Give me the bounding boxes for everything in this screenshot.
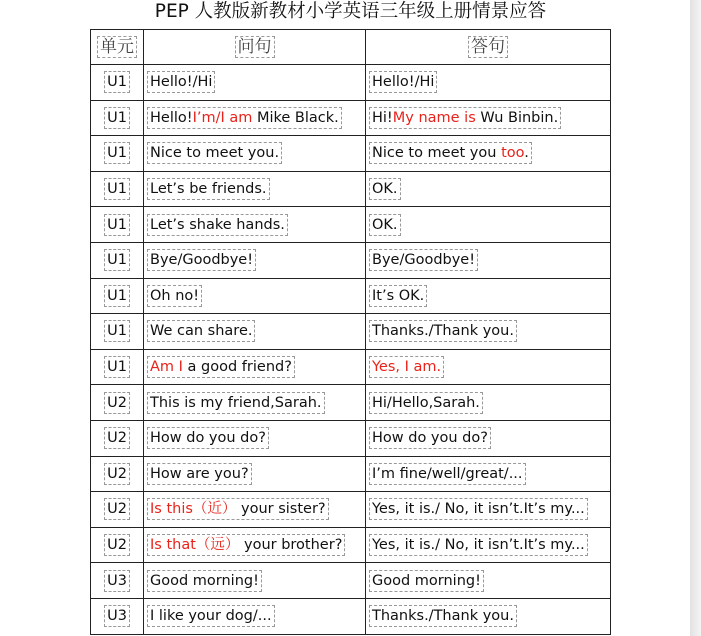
text-segment: This is my friend,Sarah. <box>150 394 322 411</box>
answer-cell <box>366 242 611 278</box>
unit-cell <box>91 420 144 456</box>
unit-label: U1 <box>104 320 130 342</box>
answer-cell <box>366 492 611 528</box>
question-text <box>147 249 256 271</box>
unit-label: U1 <box>104 356 130 378</box>
text-segment: Hello! <box>150 109 193 126</box>
question-cell <box>144 136 366 172</box>
question-text <box>147 320 255 342</box>
question-text <box>147 214 288 236</box>
question-text <box>147 570 262 592</box>
text-segment: Hi! <box>372 109 393 126</box>
answer-text <box>369 214 401 236</box>
header-question: 问句 <box>144 30 366 65</box>
answer-text <box>369 249 478 271</box>
unit-label: U2 <box>104 463 130 485</box>
text-segment: Bye/Goodbye! <box>150 252 254 269</box>
text-segment: Nice to meet you <box>372 145 502 162</box>
question-cell <box>144 65 366 101</box>
text-segment: I like your dog/... <box>150 608 272 625</box>
text-segment: It’s OK. <box>372 287 425 304</box>
text-segment: Mike Black. <box>252 109 339 126</box>
question-text <box>147 285 202 307</box>
question-text <box>147 356 295 378</box>
unit-cell <box>91 492 144 528</box>
unit-cell <box>91 563 144 599</box>
table-row <box>91 207 611 243</box>
unit-cell <box>91 456 144 492</box>
highlighted-text: Is this（近） <box>150 501 237 518</box>
unit-label: U1 <box>104 142 130 164</box>
unit-cell <box>91 136 144 172</box>
unit-cell <box>91 598 144 634</box>
unit-cell <box>91 278 144 314</box>
text-segment: OK. <box>372 216 398 233</box>
highlighted-text: Yes, I am. <box>372 359 442 376</box>
highlighted-text: too <box>501 145 525 162</box>
table-row <box>91 527 611 563</box>
question-cell <box>144 563 366 599</box>
question-cell <box>144 242 366 278</box>
table-header-row <box>91 30 611 65</box>
answer-text <box>369 356 444 378</box>
question-cell <box>144 456 366 492</box>
text-segment: How do you do? <box>372 430 488 447</box>
text-segment: Yes, it is./ No, it isn’t.It’s my... <box>372 537 585 554</box>
text-segment: Let’s shake hands. <box>150 216 285 233</box>
question-cell <box>144 314 366 350</box>
highlighted-text: My name is <box>392 109 476 126</box>
text-segment: How do you do? <box>150 430 266 447</box>
text-segment: your brother? <box>239 537 343 554</box>
answer-cell <box>366 420 611 456</box>
text-segment: Bye/Goodbye! <box>372 252 476 269</box>
question-text <box>147 605 275 627</box>
unit-label: U1 <box>104 71 130 93</box>
answer-cell <box>366 456 611 492</box>
question-text <box>147 392 325 414</box>
table-row <box>91 349 611 385</box>
highlighted-text: Am I <box>150 359 183 376</box>
unit-cell <box>91 349 144 385</box>
question-text <box>147 142 282 164</box>
table-row <box>91 563 611 599</box>
answer-cell <box>366 278 611 314</box>
text-segment: Hello!/Hi <box>372 74 435 91</box>
text-segment: How are you? <box>150 465 249 482</box>
question-text <box>147 427 269 449</box>
table-row <box>91 242 611 278</box>
question-cell <box>144 598 366 634</box>
unit-cell <box>91 385 144 421</box>
answer-text <box>369 285 427 307</box>
answer-cell <box>366 349 611 385</box>
answer-text <box>369 463 526 485</box>
question-cell <box>144 100 366 136</box>
text-segment: a good friend? <box>182 359 292 376</box>
unit-label: U3 <box>104 605 130 627</box>
unit-label: U1 <box>104 107 130 129</box>
answer-text <box>369 178 401 200</box>
table-row <box>91 171 611 207</box>
text-segment: Hi/Hello,Sarah. <box>372 394 480 411</box>
highlighted-text: I’m/I am <box>192 109 253 126</box>
text-segment: OK. <box>372 181 398 198</box>
unit-cell <box>91 65 144 101</box>
unit-label: U2 <box>104 392 130 414</box>
table-row <box>91 100 611 136</box>
unit-label: U2 <box>104 534 130 556</box>
unit-label: U3 <box>104 570 130 592</box>
unit-cell <box>91 207 144 243</box>
question-cell <box>144 171 366 207</box>
answer-text <box>369 107 561 129</box>
answer-cell <box>366 598 611 634</box>
answer-text <box>369 427 491 449</box>
page-title: PEP 人教版新教材小学英语三年级上册情景应答 <box>154 1 547 22</box>
unit-label: U1 <box>104 249 130 271</box>
question-text <box>147 71 215 93</box>
answer-cell <box>366 563 611 599</box>
answer-cell <box>366 65 611 101</box>
unit-label: U2 <box>104 427 130 449</box>
question-cell <box>144 278 366 314</box>
question-text <box>147 463 252 485</box>
text-segment: I’m fine/well/great/... <box>372 465 523 482</box>
answer-cell <box>366 136 611 172</box>
answer-cell <box>366 207 611 243</box>
table-row <box>91 456 611 492</box>
highlighted-text: Is that（远） <box>150 537 240 554</box>
answer-text <box>369 498 588 520</box>
answer-cell <box>366 527 611 563</box>
answer-text <box>369 570 484 592</box>
text-segment: Thanks./Thank you. <box>372 608 514 625</box>
unit-cell <box>91 314 144 350</box>
answer-text <box>369 142 532 164</box>
unit-cell <box>91 171 144 207</box>
header-answer: 答句 <box>366 30 611 65</box>
text-segment: . <box>524 145 529 162</box>
answer-text <box>369 605 517 627</box>
answer-text <box>369 320 517 342</box>
answer-text <box>369 71 437 93</box>
page-edge-shadow <box>690 0 701 636</box>
question-text <box>147 534 345 556</box>
text-segment: Good morning! <box>150 572 259 589</box>
text-segment: Oh no! <box>150 287 200 304</box>
text-segment: your sister? <box>236 501 326 518</box>
answer-cell <box>366 385 611 421</box>
question-text <box>147 178 270 200</box>
text-segment: Thanks./Thank you. <box>372 323 514 340</box>
dialogue-table <box>90 29 611 635</box>
question-cell <box>144 207 366 243</box>
text-segment: Wu Binbin. <box>475 109 559 126</box>
text-segment: Yes, it is./ No, it isn’t.It’s my... <box>372 501 585 518</box>
question-cell <box>144 349 366 385</box>
question-cell <box>144 492 366 528</box>
answer-text <box>369 534 588 556</box>
answer-cell <box>366 314 611 350</box>
question-cell <box>144 420 366 456</box>
question-text <box>147 498 329 520</box>
unit-label: U1 <box>104 214 130 236</box>
header-unit: 单元 <box>91 30 144 65</box>
table-row <box>91 278 611 314</box>
table-row <box>91 598 611 634</box>
question-cell <box>144 527 366 563</box>
unit-cell <box>91 527 144 563</box>
unit-label: U2 <box>104 498 130 520</box>
answer-text <box>369 392 483 414</box>
text-segment: Hello!/Hi <box>150 74 213 91</box>
answer-cell <box>366 100 611 136</box>
table-row <box>91 420 611 456</box>
table-row <box>91 136 611 172</box>
question-text <box>147 107 342 129</box>
unit-label: U1 <box>104 285 130 307</box>
text-segment: Good morning! <box>372 572 481 589</box>
text-segment: Nice to meet you. <box>150 145 280 162</box>
question-cell <box>144 385 366 421</box>
unit-label: U1 <box>104 178 130 200</box>
unit-cell <box>91 242 144 278</box>
table-row <box>91 65 611 101</box>
unit-cell <box>91 100 144 136</box>
table-row <box>91 385 611 421</box>
table-row <box>91 492 611 528</box>
table-body <box>91 65 611 635</box>
table-row <box>91 314 611 350</box>
answer-cell <box>366 171 611 207</box>
text-segment: We can share. <box>150 323 253 340</box>
text-segment: Let’s be friends. <box>150 181 267 198</box>
